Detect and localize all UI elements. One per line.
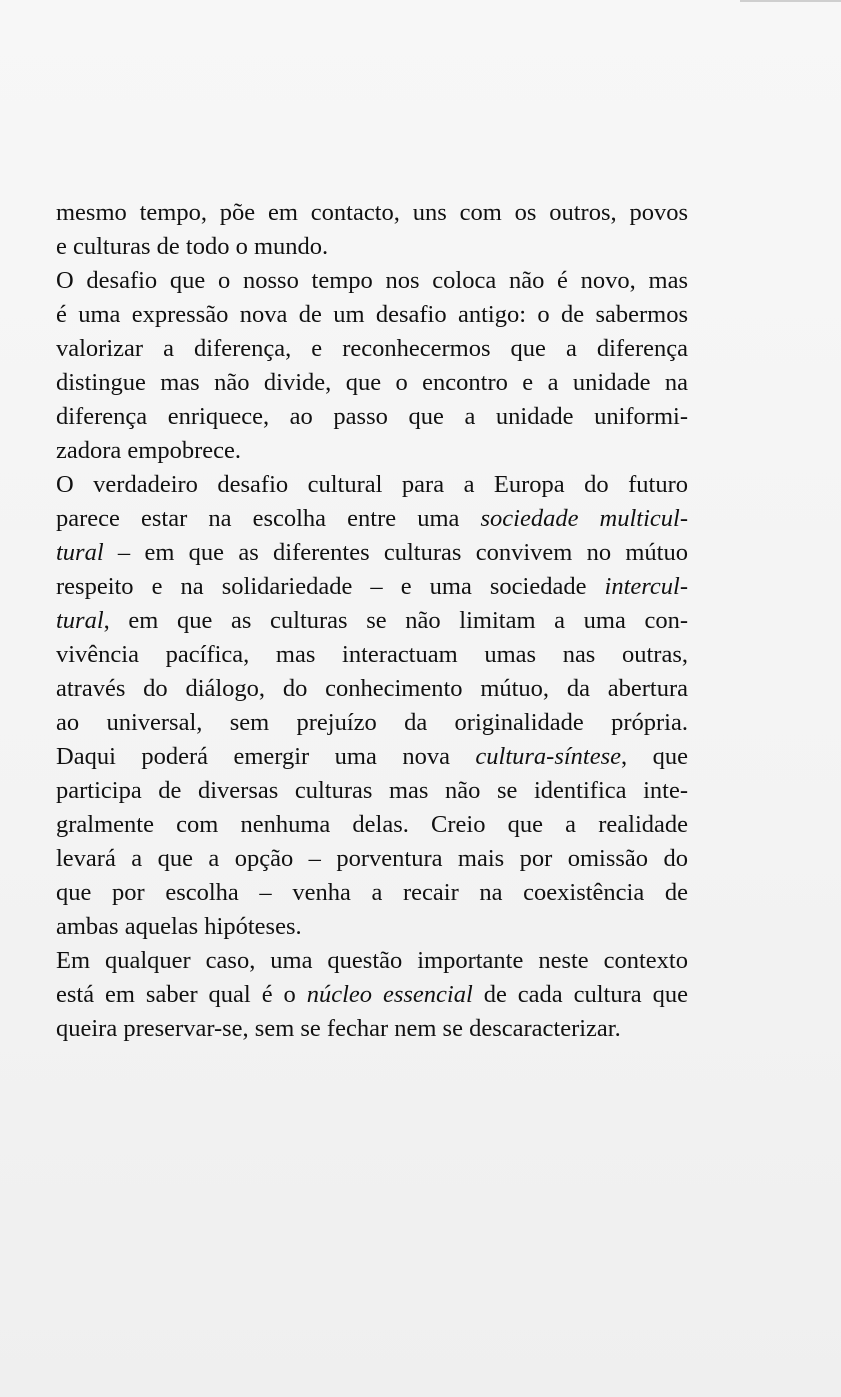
text-line — [56, 740, 688, 774]
text-line — [56, 366, 688, 400]
page-edge-line — [740, 0, 841, 2]
text-run: participa de diversas culturas mas não se identifica inte- — [56, 777, 688, 804]
text-line — [56, 706, 688, 740]
text-line — [56, 808, 688, 842]
text-run: Em qualquer caso, uma questão importante neste contexto — [56, 947, 688, 974]
text-run: e culturas de todo o mundo. — [56, 233, 329, 260]
text-run: ao universal, sem prejuízo da originalidade própria. — [56, 709, 688, 736]
text-run: distingue mas não divide, que o encontro e a unidade na — [56, 369, 688, 396]
text-line — [56, 876, 688, 910]
text-run: parece estar na escolha entre uma — [56, 505, 481, 532]
italic-term: sociedade multicul- — [480, 505, 688, 532]
text-run: vivência pacífica, mas interactuam umas nas outras, — [56, 641, 688, 668]
italic-term: cultura-síntese — [475, 743, 622, 770]
text-run: , em que as culturas se não limitam a uma con- — [103, 607, 688, 634]
text-run: diferença enriquece, ao passo que a unidade uniformi- — [56, 403, 688, 430]
text-line — [56, 196, 688, 230]
text-line — [56, 434, 688, 468]
body-text — [56, 196, 688, 1046]
text-line — [56, 298, 688, 332]
text-line — [56, 978, 688, 1012]
text-line — [56, 910, 688, 944]
text-line — [56, 1012, 688, 1046]
italic-term: tural — [56, 539, 104, 566]
text-run: – em que as diferentes culturas convivem no mútuo — [103, 539, 688, 566]
text-line — [56, 604, 688, 638]
text-run: O verdadeiro desafio cultural para a Europa do futuro — [56, 471, 688, 498]
text-line — [56, 774, 688, 808]
text-run: zadora empobrece. — [56, 437, 241, 464]
text-line — [56, 638, 688, 672]
text-run: respeito e na solidariedade – e uma sociedade — [56, 573, 605, 600]
text-line — [56, 264, 688, 298]
text-line — [56, 502, 688, 536]
text-run: valorizar a diferença, e reconhecermos que a diferença — [56, 335, 688, 362]
text-run: que por escolha – venha a recair na coexistência de — [56, 879, 688, 906]
text-line — [56, 672, 688, 706]
text-run: é uma expressão nova de um desafio antigo: o de sabermos — [56, 301, 688, 328]
text-line — [56, 332, 688, 366]
text-run: levará a que a opção – porventura mais por omissão do — [56, 845, 688, 872]
text-run: queira preservar-se, sem se fechar nem se descaracterizar. — [56, 1015, 621, 1042]
text-run: mesmo tempo, põe em contacto, uns com os outros, povos — [56, 199, 688, 226]
text-run: de cada cultura que — [472, 981, 688, 1008]
text-run: está em saber qual é o — [56, 981, 307, 1008]
text-line — [56, 230, 688, 264]
text-line — [56, 468, 688, 502]
text-run: O desafio que o nosso tempo nos coloca não é novo, mas — [56, 267, 688, 294]
italic-term: tural — [56, 607, 104, 634]
italic-term: núcleo essencial — [306, 981, 473, 1008]
text-run: , que — [621, 743, 688, 770]
text-line — [56, 400, 688, 434]
text-line — [56, 944, 688, 978]
text-run: gralmente com nenhuma delas. Creio que a realidade — [56, 811, 688, 838]
text-line — [56, 842, 688, 876]
text-run: através do diálogo, do conhecimento mútuo, da abertura — [56, 675, 688, 702]
text-line — [56, 570, 688, 604]
text-line — [56, 536, 688, 570]
italic-term: intercul- — [604, 573, 688, 600]
text-run: Daqui poderá emergir uma nova — [56, 743, 476, 770]
text-run: ambas aquelas hipóteses. — [56, 913, 302, 940]
